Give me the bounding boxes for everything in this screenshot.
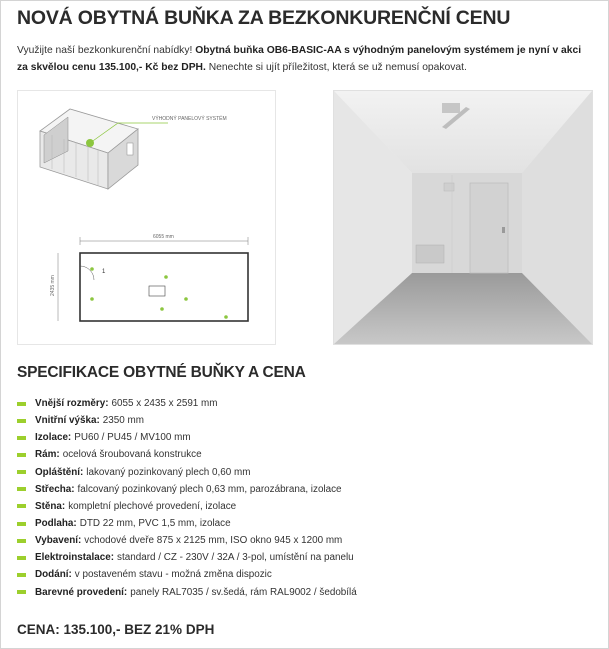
intro-highlight: Obytná buňka OB6-BASIC-AA s výhodným panelovým systémem je nyní v akci za skvělou cenu 135.100,- Kč bez DPH. — [17, 45, 582, 73]
bullet-icon — [17, 573, 26, 577]
spec-item: Podlaha: DTD 22 mm, PVC 1,5 mm, izolace — [17, 515, 597, 532]
spec-list — [17, 395, 597, 601]
spec-item: Opláštění: lakovaný pozinkovaný plech 0,60 mm — [17, 464, 597, 481]
page-title: NOVÁ OBYTNÁ BUŇKA ZA BEZKONKURENČNÍ CENU — [17, 7, 511, 29]
width-dimension: 6055 mm — [153, 234, 174, 240]
spec-heading: SPECIFIKACE OBYTNÉ BUŇKY A CENA — [17, 364, 306, 381]
intro-text-end: Nenechte si ujít příležitost, která se už nemusí opakovat. — [205, 62, 467, 73]
spec-item: Stěna: kompletní plechové provedení, izolace — [17, 498, 597, 515]
bullet-icon — [17, 402, 26, 406]
bullet-icon — [17, 522, 26, 526]
container-drawing — [18, 91, 275, 344]
spec-item: Střecha: falcovaný pozinkovaný plech 0,63 mm, parozábrana, izolace — [17, 481, 597, 498]
spec-item: Elektroinstalace: standard / CZ - 230V / 32A / 3-pol, umístění na panelu — [17, 549, 597, 566]
price-line: CENA: 135.100,- BEZ 21% DPH — [17, 622, 215, 637]
spec-item: Rám: ocelová šroubovaná konstrukce — [17, 446, 597, 463]
interior-illustration — [334, 91, 592, 344]
spec-item: Dodání: v postaveném stavu - možná změna dispozic — [17, 566, 597, 583]
interior-photo — [333, 90, 593, 345]
callout-label: VÝHODNÝ PANELOVÝ SYSTÉM — [152, 116, 227, 122]
bullet-icon — [17, 453, 26, 457]
technical-drawing-image — [17, 90, 276, 345]
bullet-icon — [17, 419, 26, 423]
bullet-icon — [17, 487, 26, 491]
bullet-icon — [17, 539, 26, 543]
spec-item: Barevné provedení: panely RAL7035 / sv.šedá, rám RAL9002 / šedobílá — [17, 584, 597, 601]
spec-item: Vnější rozměry: 6055 x 2435 x 2591 mm — [17, 395, 597, 412]
bullet-icon — [17, 504, 26, 508]
depth-dimension: 2435 mm — [50, 275, 56, 296]
bullet-icon — [17, 470, 26, 474]
bullet-icon — [17, 590, 26, 594]
bullet-icon — [17, 436, 26, 440]
intro-paragraph — [17, 42, 592, 76]
intro-text: Využijte naší bezkonkurenční nabídky! — [17, 45, 196, 56]
bullet-icon — [17, 556, 26, 560]
room-number: 1 — [102, 269, 106, 275]
spec-item: Vnitřní výška: 2350 mm — [17, 412, 597, 429]
spec-item: Vybavení: vchodové dveře 875 x 2125 mm, ISO okno 945 x 1200 mm — [17, 532, 597, 549]
spec-item: Izolace: PU60 / PU45 / MV100 mm — [17, 429, 597, 446]
